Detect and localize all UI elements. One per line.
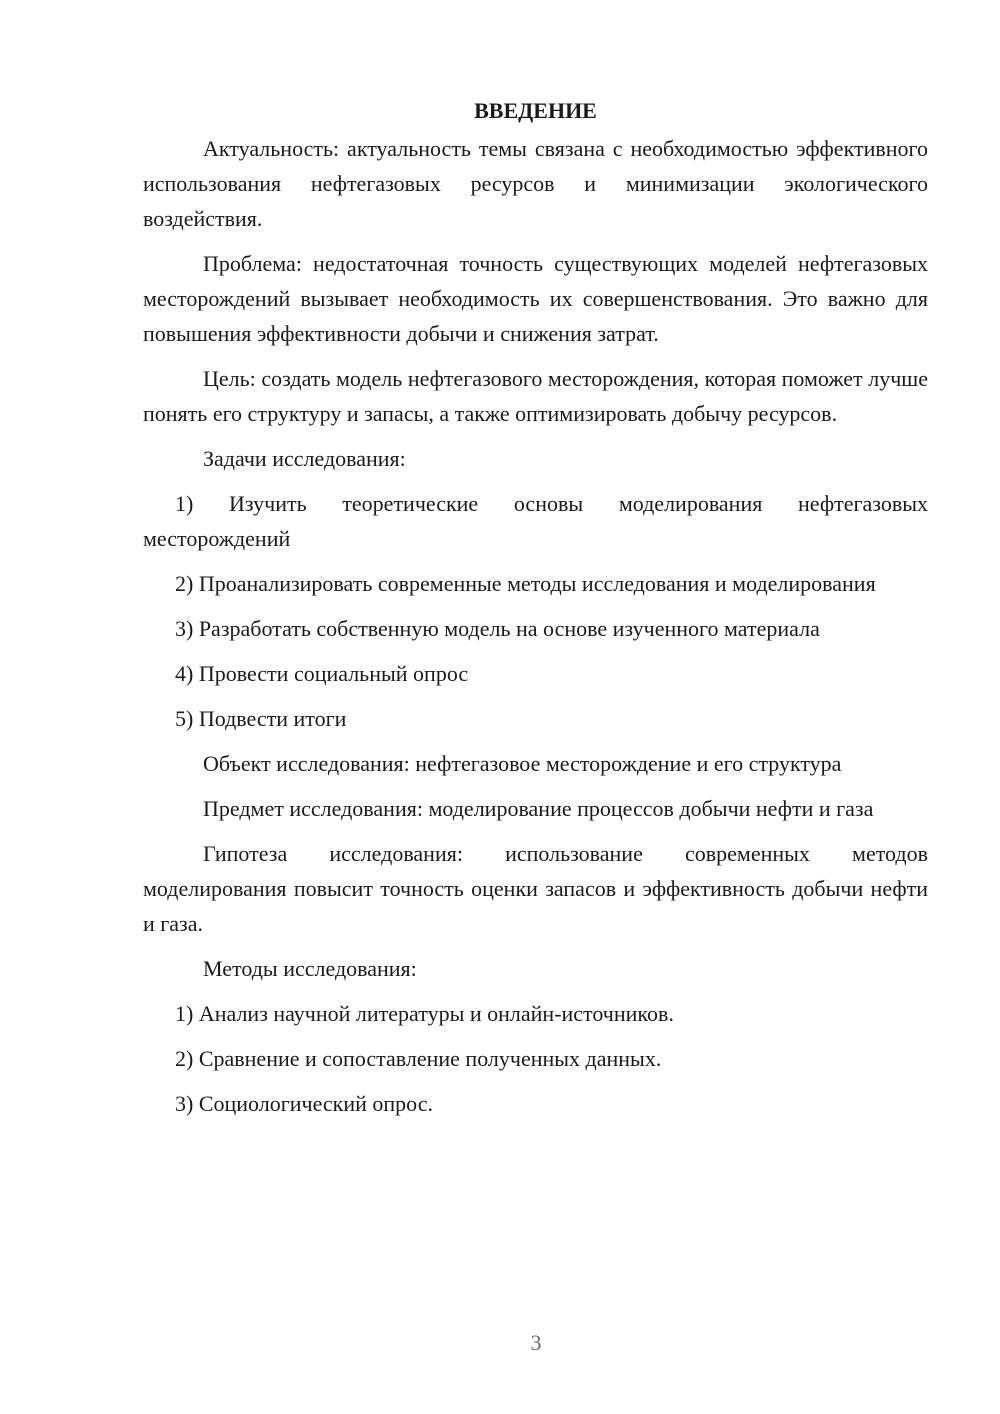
object-paragraph: Объект исследования: нефтегазовое месторождение и его структура xyxy=(203,751,842,776)
page-title: ВВЕДЕНИЕ xyxy=(474,98,597,123)
task-item: 5) Подвести итоги xyxy=(175,706,347,731)
subject-paragraph: Предмет исследования: моделирование процессов добычи нефти и газа xyxy=(203,796,874,821)
task-item: 4) Провести социальный опрос xyxy=(175,661,469,686)
relevance-paragraph: Актуальность: актуальность темы связана с необходимостью эффективного использования нефтегазовых ресурсов и минимизации экологического воздействия. xyxy=(143,136,928,231)
hypothesis-paragraph: Гипотеза исследования: использование современных методов моделирования повысит точность оценки запасов и эффективность добычи нефти и газа. xyxy=(143,841,928,936)
page-number: 3 xyxy=(530,1330,542,1355)
problem-paragraph: Проблема: недостаточная точность существующих моделей нефтегазовых месторождений вызывает необходимость их совершенствования. Это важно для повышения эффективности добычи и снижения затрат. xyxy=(143,251,928,346)
task-item: 2) Проанализировать современные методы исследования и моделирования xyxy=(175,571,876,596)
method-item: 2) Сравнение и сопоставление полученных данных. xyxy=(175,1046,662,1071)
goal-paragraph: Цель: создать модель нефтегазового месторождения, которая поможет лучше понять его структуру и запасы, а также оптимизировать добычу ресурсов. xyxy=(143,366,928,426)
page-content xyxy=(143,93,928,1131)
method-item: 3) Социологический опрос. xyxy=(175,1091,433,1116)
method-item: 1) Анализ научной литературы и онлайн-источников. xyxy=(175,1001,674,1026)
tasks-heading: Задачи исследования: xyxy=(203,446,406,471)
methods-heading: Методы исследования: xyxy=(203,956,417,981)
task-item: 3) Разработать собственную модель на основе изученного материала xyxy=(175,616,820,641)
task-item: 1) Изучить теоретические основы моделирования нефтегазовых месторождений xyxy=(143,491,928,551)
